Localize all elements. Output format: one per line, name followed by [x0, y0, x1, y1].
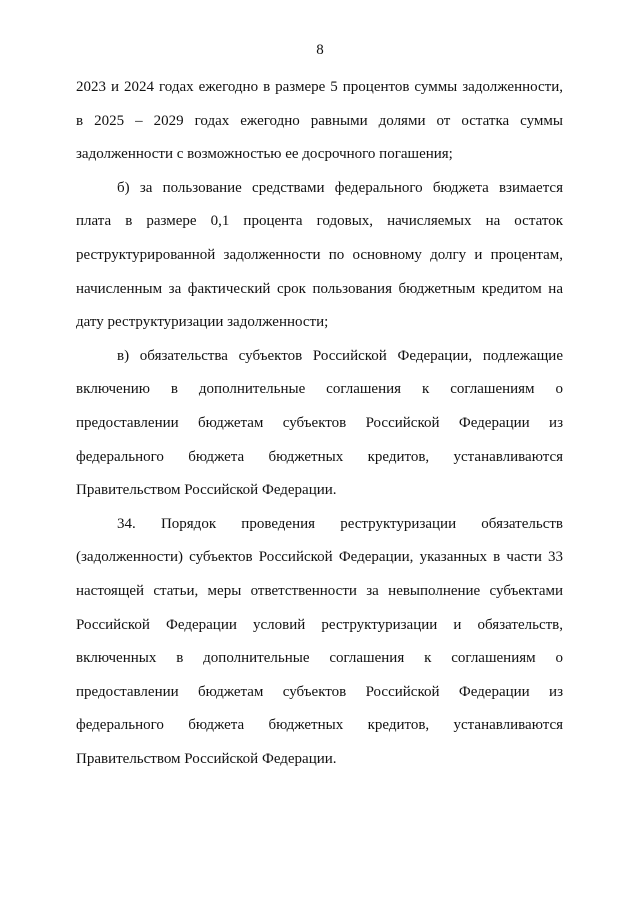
paragraph-continuation	[76, 77, 563, 178]
paragraph-item-v	[76, 346, 563, 514]
text-line: настоящей статьи, меры ответственности за невыполнение субъектами	[76, 582, 563, 599]
text-line: в) обязательства субъектов Российской Федерации, подлежащие	[117, 347, 563, 364]
text-line: дату реструктуризации задолженности;	[76, 314, 329, 331]
text-line: Правительством Российской Федерации.	[76, 750, 337, 767]
text-line: 2023 и 2024 годах ежегодно в размере 5 процентов суммы задолженности,	[76, 79, 563, 95]
document-body	[76, 77, 563, 782]
text-line: (задолженности) субъектов Российской Федерации, указанных в части 33	[76, 549, 563, 566]
text-line: предоставлении бюджетам субъектов Российской Федерации из	[76, 414, 563, 431]
text-line: в 2025 – 2029 годах ежегодно равными долями от остатка суммы	[76, 112, 563, 129]
text-line: включенных в дополнительные соглашения к соглашениям о	[76, 650, 563, 667]
text-line: задолженности с возможностью ее досрочного погашения;	[76, 146, 453, 163]
text-line: Правительством Российской Федерации.	[76, 482, 337, 499]
text-line: предоставлении бюджетам субъектов Российской Федерации из	[76, 683, 563, 700]
paragraph-item-b	[76, 178, 563, 346]
text-line: федерального бюджета бюджетных кредитов, устанавливаются	[76, 717, 563, 734]
text-line: включению в дополнительные соглашения к соглашениям о	[76, 381, 563, 398]
paragraph-item-34	[76, 514, 563, 783]
text-line: плата в размере 0,1 процента годовых, начисляемых на остаток	[76, 213, 563, 230]
text-line: Российской Федерации условий реструктуризации и обязательств,	[76, 616, 563, 633]
text-line: начисленным за фактический срок пользования бюджетным кредитом на	[76, 280, 563, 297]
text-line: реструктурированной задолженности по основному долгу и процентам,	[76, 246, 563, 263]
text-line: 34. Порядок проведения реструктуризации обязательств	[117, 515, 563, 532]
page-number: 8	[316, 42, 324, 58]
text-line: б) за пользование средствами федерального бюджета взимается	[117, 179, 563, 196]
text-line: федерального бюджета бюджетных кредитов, устанавливаются	[76, 448, 563, 465]
